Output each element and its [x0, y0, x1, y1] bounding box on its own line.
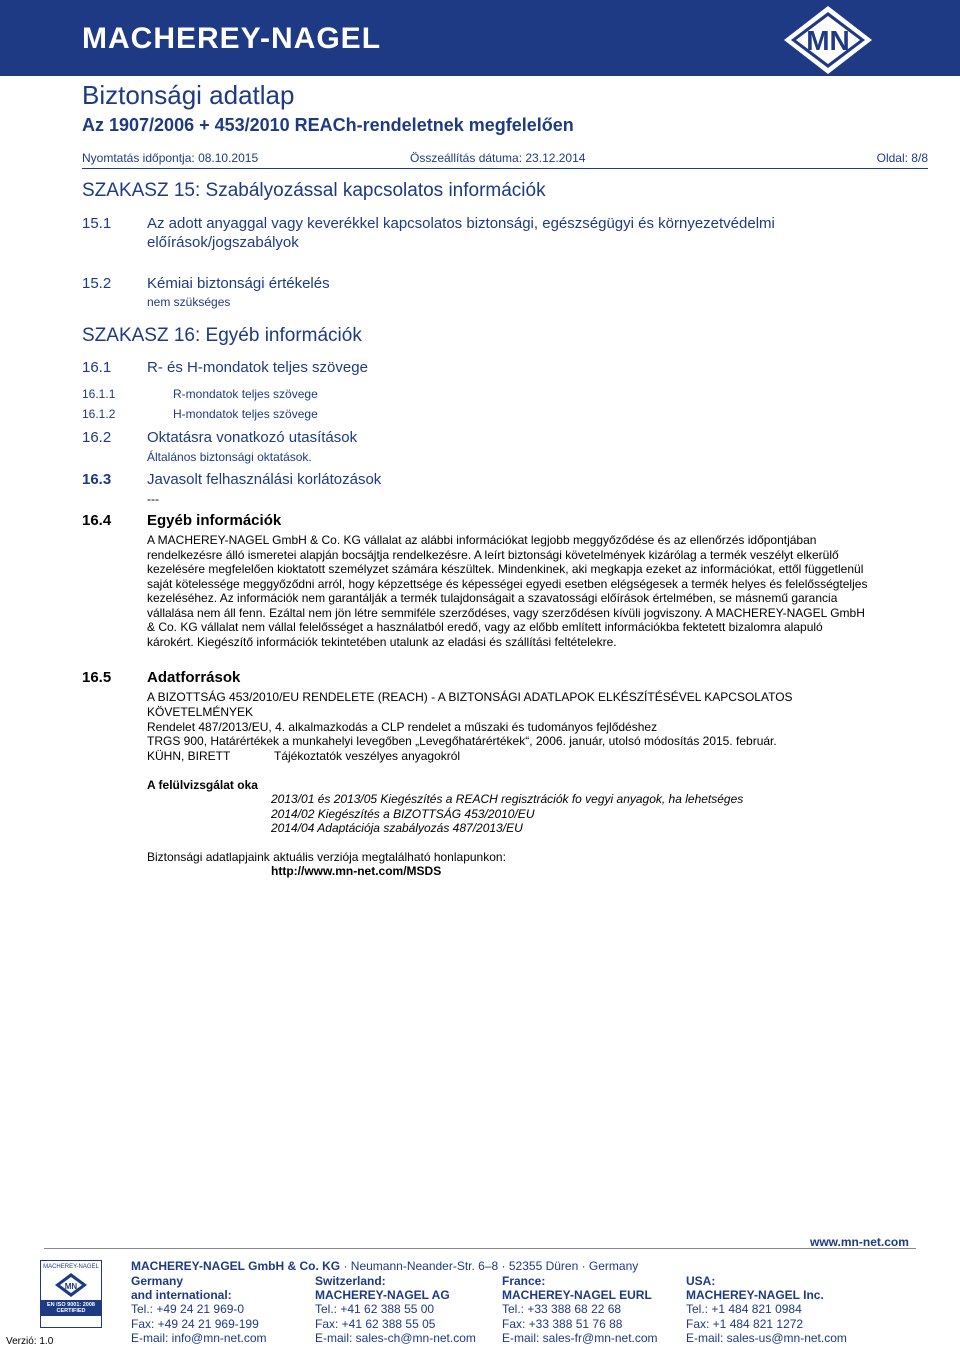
sources-list [147, 690, 907, 764]
text-line: kezelésére megfelelően kioktatott személyzet számára készültek. Mindenkinek, aki megkapja ezeket az információkat, ettől függetlenül [147, 562, 864, 576]
footer-company-address: · Neumann-Neander-Str. 6–8 · 52355 Düren · Germany [340, 1259, 639, 1273]
footer-col-heading: USA: [686, 1274, 716, 1288]
section-15-1-heading-line1: Az adott anyaggal vagy keverékkel kapcsolatos biztonsági, egészségügyi és környezetvédelmi [147, 215, 775, 232]
section-15-2-number: 15.2 [82, 275, 112, 292]
review-item: 2014/02 Kiegészítés a BIZOTTSÁG 453/2010/EU [271, 806, 535, 821]
meta-line [82, 150, 928, 169]
page-number: Oldal: 8/8 [876, 151, 928, 165]
review-item: 2014/04 Adaptációja szabályozás 487/2013/EU [271, 821, 523, 835]
source-line: A BIZOTTSÁG 453/2010/EU RENDELETE (REACH) - A BIZTONSÁGI ADATLAPOK ELKÉSZÍTÉSÉVEL KAPCSOLATOS [147, 690, 793, 704]
footer-company-name: MACHEREY-NAGEL GmbH & Co. KG [131, 1259, 341, 1273]
footer-fax: Fax: +33 388 51 76 88 [502, 1316, 623, 1331]
cert-text [41, 1300, 101, 1316]
text-line: saját kötelessége meggyőződni arról, hogy képzettsége és képességei egyedi esetben elégségesek a termék helyes és felelősségteljes [147, 576, 868, 591]
footer-divider [44, 1248, 916, 1249]
text-line: károkért. Kiegészítő információk tekintetében utalunk az eladási és szállítási feltételekre. [147, 634, 617, 649]
section-16-4-heading: Egyéb információk [147, 512, 282, 529]
print-date: Nyomtatás időpontja: 08.10.2015 [82, 151, 259, 165]
section-16-5-number: 16.5 [82, 669, 112, 686]
footer-tel: Tel.: +1 484 821 0984 [686, 1302, 802, 1317]
footer-col-switzerland [315, 1274, 476, 1345]
footer-col-subheading: and international: [131, 1288, 232, 1303]
section-16-2-value: Általános biztonsági oktatások. [147, 450, 312, 464]
section-16-1-1-number: 16.1.1 [82, 387, 116, 401]
footer-tel: Tel.: +41 62 388 55 00 [315, 1302, 435, 1317]
text-line: rendelkezésre álló ismeretei alapján bocsájtja rendelkezésre. A leírt biztonsági követelmények kizárólag a termék veszélyt elkerülő [147, 547, 839, 562]
footer-col-heading: Germany [131, 1274, 184, 1288]
section-16-4-number: 16.4 [82, 512, 112, 529]
footer-col-germany [131, 1274, 267, 1345]
section-15-1-heading-line2: előírások/jogszabályok [147, 234, 299, 251]
review-items [271, 792, 743, 836]
section-16-2-number: 16.2 [82, 429, 112, 446]
source-kuhn-desc: Tájékoztatók veszélyes anyagokról [274, 749, 461, 764]
mn-logo-icon [780, 4, 876, 76]
footer-company [131, 1259, 638, 1273]
svg-text:MN: MN [64, 1282, 78, 1291]
cert-line2: CERTIFIED [56, 1308, 86, 1314]
website-text: Biztonsági adatlapjaink aktuális verziója megtalálható honlapunkon: [147, 850, 506, 864]
footer-col-heading: France: [502, 1274, 546, 1288]
section-16-2-heading: Oktatásra vonatkozó utasítások [147, 429, 358, 446]
footer-col-subheading: MACHEREY-NAGEL Inc. [686, 1288, 824, 1303]
source-line: KÖVETELMÉNYEK [147, 704, 254, 719]
section-16-5-heading: Adatforrások [147, 669, 241, 686]
review-item: 2013/01 és 2013/05 Kiegészítés a REACH regisztrációk fo vegyi anyagok, ha lehetséges [271, 792, 744, 806]
cert-brand: MACHEREY-NAGEL [43, 1264, 99, 1270]
section-16-1-number: 16.1 [82, 359, 112, 376]
text-line: & Co. KG vállalat nem vállal felelősséget a használatból eredő, vagy az előbb említett információkba fektetett bizalomra alapuló [147, 620, 823, 634]
website-link[interactable]: http://www.mn-net.com/MSDS [271, 864, 442, 878]
document-title: Biztonsági adatlap [82, 80, 295, 110]
footer-fax: Fax: +49 24 21 969-199 [131, 1316, 259, 1331]
section-15-1-number: 15.1 [82, 215, 112, 232]
iso-certificate-badge [40, 1260, 102, 1328]
footer-email[interactable]: E-mail: sales-fr@mn-net.com [502, 1330, 658, 1345]
text-line: vállalása nem áll fenn. Ezáltal nem jön létre semmiféle szerződéses, vagy szerződésen kívüli jogviszony. A MACHEREY-NAGEL GmbH [147, 605, 865, 620]
version-label: Verzió: 1.0 [6, 1336, 54, 1347]
section-16-3-number: 16.3 [82, 471, 112, 488]
footer-col-subheading: MACHEREY-NAGEL AG [315, 1288, 450, 1303]
logo-text: MN [806, 25, 850, 56]
section-16-1-2-heading: H-mondatok teljes szövege [173, 407, 318, 421]
certificate-emblem-icon [41, 1270, 101, 1300]
source-kuhn: KÜHN, BIRETT [147, 749, 231, 764]
footer-email[interactable]: E-mail: sales-us@mn-net.com [686, 1330, 847, 1345]
section-16-title: SZAKASZ 16: Egyéb információk [82, 325, 362, 346]
section-15-2-heading: Kémiai biztonsági értékelés [147, 275, 330, 292]
footer-fax: Fax: +1 484 821 1272 [686, 1316, 804, 1331]
document-subtitle: Az 1907/2006 + 453/2010 REACh-rendeletnek megfelelően [82, 115, 574, 135]
footer-col-france [502, 1274, 658, 1345]
section-15-2-value: nem szükséges [147, 295, 231, 309]
compile-date: Összeállítás dátuma: 23.12.2014 [410, 151, 586, 165]
source-line-kuhn [147, 749, 907, 764]
source-line: Rendelet 487/2013/EU, 4. alkalmazkodás a CLP rendelet a műszaki és tudományos fejlődéshez [147, 719, 658, 734]
footer-email[interactable]: E-mail: sales-ch@mn-net.com [315, 1330, 476, 1345]
footer-col-usa [686, 1274, 847, 1345]
source-line: TRGS 900, Határértékek a munkahelyi levegőben „Levegőhatárértékek“, 2006. január, utolsó módosítás 2015. február. [147, 734, 777, 749]
section-15-title: SZAKASZ 15: Szabályozással kapcsolatos információk [82, 180, 546, 201]
footer-tel: Tel.: +49 24 21 969-0 [131, 1302, 245, 1317]
footer-col-heading: Switzerland: [315, 1274, 386, 1288]
section-16-1-1-heading: R-mondatok teljes szövege [173, 387, 318, 401]
footer-fax: Fax: +41 62 388 55 05 [315, 1316, 436, 1331]
footer-website[interactable]: www.mn-net.com [810, 1235, 909, 1249]
footer-tel: Tel.: +33 388 68 22 68 [502, 1302, 622, 1317]
section-16-4-text [147, 533, 907, 649]
footer-email[interactable]: E-mail: info@mn-net.com [131, 1330, 267, 1345]
section-16-1-2-number: 16.1.2 [82, 407, 116, 421]
text-line: A MACHEREY-NAGEL GmbH & Co. KG vállalat az alábbi információkat legjobb meggyőződése és az ellenőrzés időpontjában [147, 533, 817, 547]
section-16-3-value: --- [147, 492, 159, 506]
text-line: kezeléséhez. Az információk nem garantálják a termék tulajdonságait a szavatossági előírások értelmében, se másnemű garancia [147, 591, 838, 605]
section-16-3-heading: Javasolt felhasználási korlátozások [147, 471, 382, 488]
section-16-1-heading: R- és H-mondatok teljes szövege [147, 359, 368, 376]
footer-col-subheading: MACHEREY-NAGEL EURL [502, 1288, 652, 1303]
cert-line1: EN ISO 9001: 2008 [46, 1302, 95, 1308]
brand-name: MACHEREY-NAGEL [82, 22, 382, 55]
review-label: A felülvizsgálat oka [147, 778, 258, 792]
